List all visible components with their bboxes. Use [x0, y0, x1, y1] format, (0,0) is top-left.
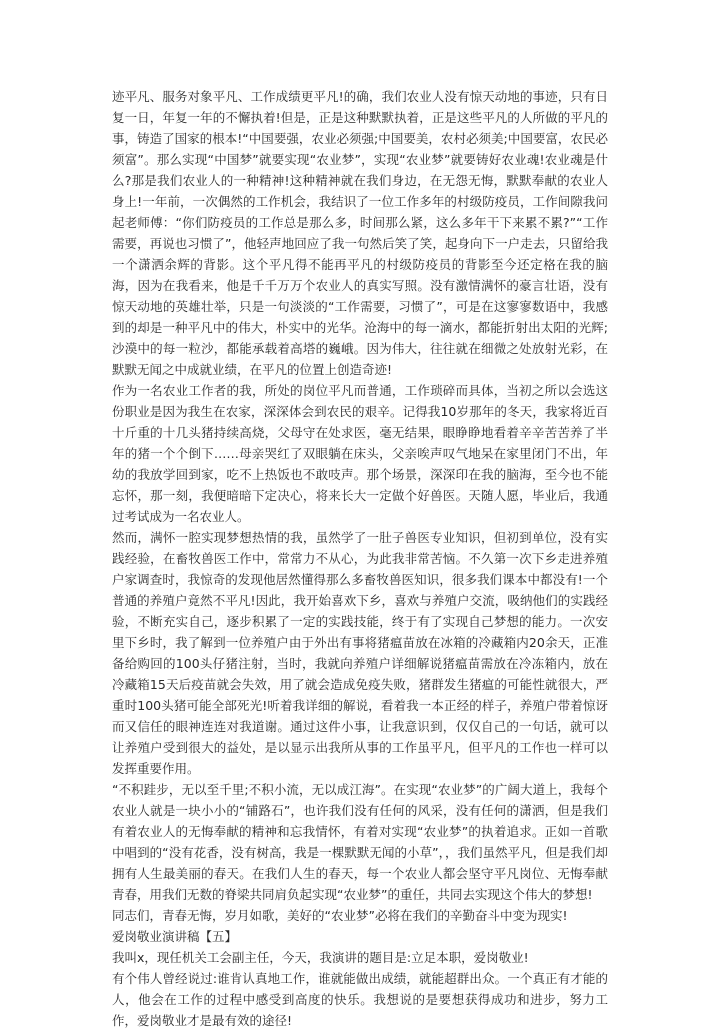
paragraph-practical-experience: 然而，满怀一腔实现梦想热情的我，虽然学了一肚子兽医专业知识，但初到单位，没有实践经验，在畜牧兽医工作中，常常力不从心，为此我非常苦恼。不久第一次下乡走进养殖户家调查时，我惊奇的发现他居然懂得那么多畜牧兽医知识，很多我们课本中都没有!一个普通的养殖户竟然不平凡!因此，我开始喜欢下乡，喜欢与养殖户交流，吸纳他们的实践经验，不断充实自己，逐步积累了一定的实践技能，终于有了实现自己梦想的能力。一次安里下乡时，我了解到一位养殖户由于外出有事将猪瘟苗放在冰箱的冷藏箱内20余天，正准备给购回的100头仔猪注射，当时，我就向养殖户详细解说猪瘟苗需放在冷冻箱内，放在冷藏箱15天后疫苗就会失效，用了就会造成免疫失败，猪群发生猪瘟的可能性就很大，严重时100头猪可能全部死光!听着我详细的解说，看着我一本正经的样子，养殖户带着惊讶而又信任的眼神连连对我道谢。通过这件小事，让我意识到，仅仅自己的一句话，就可以让养殖户受到很大的益处，是以显示出我所从事的工作虽平凡，但平凡的工作也一样可以发挥重要作用。 — [112, 530, 608, 776]
document-body — [112, 86, 608, 1031]
paragraph-paving-stone: “不积跬步，无以至千里;不积小流，无以成江海”。在实现“农业梦”的广阔大道上，我每个农业人就是一块小小的“铺路石”，也许我们没有任何的风采，没有任何的潇洒，但是我们有着农业人的无悔奉献的精神和忘我情怀，有着对实现“农业梦”的执着追求。正如一首歌中唱到的“没有花香，没有树高，我是一棵默默无闻的小草”，，我们虽然平凡，但是我们却拥有人生最美丽的春天。在我们人生的春天，每一个农业人都会坚守平凡岗位、无悔奉献青春，用我们无数的脊梁共同肩负起实现“农业梦”的重任，共同去实现这个伟大的梦想! — [112, 782, 608, 902]
paragraph-self-introduction: 我叫x，现任机关工会副主任，今天，我演讲的题目是:立足本职，爱岗敬业! — [112, 950, 529, 965]
paragraph-career-choice: 作为一名农业工作者的我，所处的岗位平凡而普通，工作琐碎而具体，当初之所以会选这份职业是因为我生在农家，深深体会到农民的艰辛。记得我10岁那年的冬天，我家将近百十斤重的十几头猪持续高烧，父母守在处求医，毫无结果，眼睁睁地看着辛辛苦苦养了半年的猪一个个倒下……母亲哭红了双眼躺在床头，父亲唉声叹气地呆在家里闭门不出，年幼的我放学回到家，吃不上热饭也不敢吱声。那个场景，深深印在我的脑海，至今也不能忘怀，那一刻，我便暗暗下定决心，将来长大一定做个好兽医。天随人愿，毕业后，我通过考试成为一名农业人。 — [112, 383, 608, 524]
paragraph-great-man-quote: 有个伟人曾经说过:谁肯认真地工作，谁就能做出成绩，就能超群出众。一个真正有才能的人，他会在工作的过程中感受到高度的快乐。我想说的是要想获得成功和进步，努力工作，爱岗敬业才是最有效的途径! — [112, 971, 608, 1028]
paragraph-closing: 同志们，青春无悔，岁月如歌，美好的“农业梦”必将在我们的辛勤奋斗中变为现实! — [112, 908, 568, 923]
speech-five-title: 爱岗敬业演讲稿【五】 — [112, 929, 238, 944]
paragraph-village-epidemic-worker: 迹平凡、服务对象平凡、工作成绩更平凡!的确，我们农业人没有惊天动地的事迹，只有日复一日，年复一年的不懈执着!但是，正是这种默默执着，正是这些平凡的人所做的平凡的事，铸造了国家的根本!“中国要强，农业必须强;中国要美，农村必须美;中国要富，农民必须富”。那么实现“中国梦”就要实现“农业梦”，实现“农业梦”就要铸好农业魂!农业魂是什么?那是我们农业人的一种精神!这种精神就在我们身边，在无怨无悔，默默奉献的农业人身上!一年前，一次偶然的工作机会，我结识了一位工作多年的村级防疫员，工作间隙我问起老师傅：“你们防疫员的工作总是那么多，时间那么紧，这么多年干下来累不累?”“工作需要，再说也习惯了”，他轻声地回应了我一句然后笑了笑，起身向下一户走去，只留给我一个潇洒余辉的背影。这个平凡得不能再平凡的村级防疫员的背影至今还定格在我的脑海，因为在我看来，他是千千万万个农业人的真实写照。没有激情满怀的豪言壮语，没有惊天动地的英雄壮举，只是一句淡淡的“工作需要，习惯了”，可是在这寥寥数语中，我感到的却是一种平凡中的伟大，朴实中的光华。沧海中的每一滴水，都能折射出太阳的光辉;沙漠中的每一粒沙，都能承载着高塔的巍峨。因为伟大，往往就在细微之处放射光彩，在默默无闻之中成就业绩，在平凡的位置上创造奇迹! — [112, 89, 608, 377]
